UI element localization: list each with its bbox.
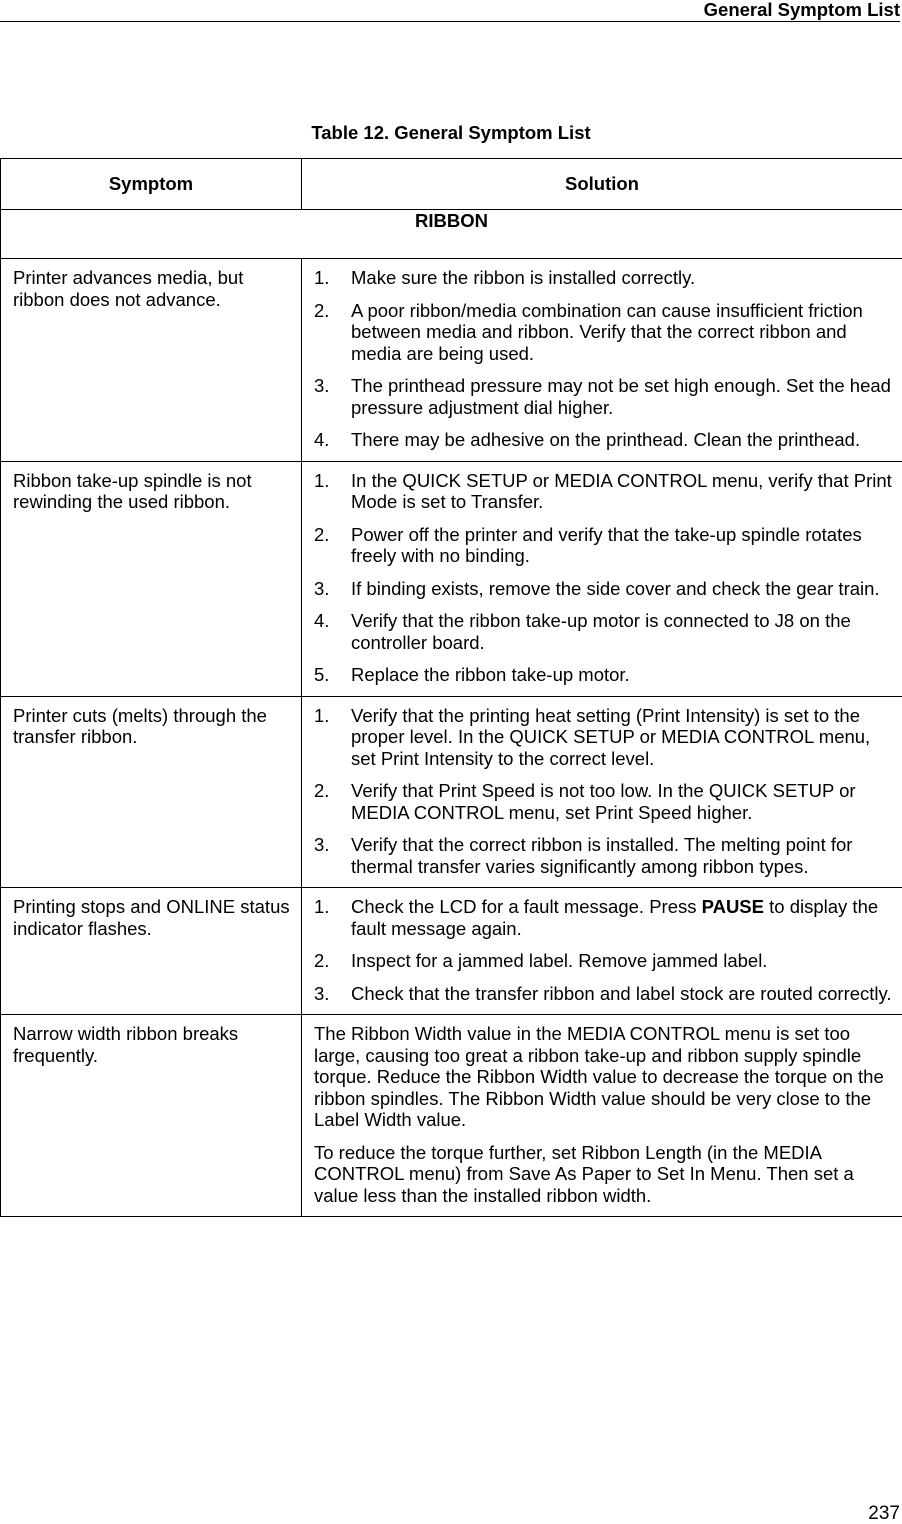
solution-cell: [302, 888, 902, 1015]
page-number: 237: [868, 1503, 900, 1524]
solution-step: 3. Check that the transfer ribbon and label stock are routed correctly.: [314, 982, 892, 1004]
solution-step: 2. Power off the printer and verify that the take-up spindle rotates freely with no binding.: [314, 523, 862, 566]
solution-step: 2. Inspect for a jammed label. Remove jammed label.: [314, 950, 768, 971]
solution-step: 1. Check the LCD for a fault message. Press PAUSE to display the fault message again.: [314, 896, 879, 939]
column-header-solution: Solution: [302, 159, 902, 210]
table-row: [1, 888, 902, 1015]
solution-paragraph: The Ribbon Width value in the MEDIA CONTROL menu is set too large, causing too great a ribbon take-up and ribbon supply spindle torque. Reduce the Ribbon Width value to decrease the torque on the ribbon spindles. The Ribbon Width value should be very close to the Label Width value.: [314, 1023, 884, 1130]
symptom-cell: Printer advances media, but ribbon does not advance.: [1, 259, 302, 462]
table-caption: Table 12. General Symptom List: [311, 122, 591, 143]
solution-step: 2. Verify that Print Speed is not too low. In the QUICK SETUP or MEDIA CONTROL menu, set Print Speed higher.: [314, 780, 856, 823]
solution-paragraph: To reduce the torque further, set Ribbon Length (in the MEDIA CONTROL menu) from Save As Paper to Set In Menu. Then set a value less than the installed ribbon width.: [314, 1141, 854, 1206]
symptom-cell: Narrow width ribbon breaks frequently.: [1, 1015, 302, 1217]
solution-step: 4. Verify that the ribbon take-up motor is connected to J8 on the controller board.: [314, 610, 851, 653]
running-header-title: General Symptom List: [703, 0, 900, 20]
solution-steps: [314, 705, 894, 878]
table-row: [1, 461, 902, 696]
solution-step: 3. The printhead pressure may not be set high enough. Set the head pressure adjustment dial higher.: [314, 375, 891, 418]
solution-step: 3. Verify that the correct ribbon is installed. The melting point for thermal transfer varies significantly among ribbon types.: [314, 834, 853, 877]
pause-key-label: PAUSE: [701, 896, 764, 917]
table-row: [1, 696, 902, 888]
solution-steps: [314, 470, 894, 686]
solution-cell: [302, 696, 902, 888]
solution-step: 3. If binding exists, remove the side cover and check the gear train.: [314, 577, 880, 599]
solution-step: 1. Make sure the ribbon is installed correctly.: [314, 267, 696, 288]
symptom-cell: Printer cuts (melts) through the transfer ribbon.: [1, 696, 302, 888]
table-row: [1, 259, 902, 462]
symptom-cell: Ribbon take-up spindle is not rewinding the used ribbon.: [1, 461, 302, 696]
solution-cell: [302, 461, 902, 696]
solution-step: 1. In the QUICK SETUP or MEDIA CONTROL menu, verify that Print Mode is set to Transfer.: [314, 469, 892, 512]
solution-steps: [314, 896, 894, 1004]
section-row: [1, 210, 902, 259]
solution-cell: [302, 1015, 902, 1217]
solution-step: 5. Replace the ribbon take-up motor.: [314, 664, 630, 685]
solution-step: 1. Verify that the printing heat setting (Print Intensity) is set to the proper level. In the QUICK SETUP or MEDIA CONTROL menu, set Print Intensity to the correct level.: [314, 704, 871, 769]
running-header: [0, 0, 900, 22]
column-header-symptom: Symptom: [1, 159, 302, 210]
solution-cell: [302, 259, 902, 462]
symptom-cell: Printing stops and ONLINE status indicator flashes.: [1, 888, 302, 1015]
section-heading-ribbon: RIBBON: [1, 210, 902, 259]
solution-step: 4. There may be adhesive on the printhead. Clean the printhead.: [314, 429, 861, 450]
table-header-row: [1, 159, 902, 210]
solution-step: 2. A poor ribbon/media combination can cause insufficient friction between media and ribbon. Verify that the correct ribbon and media are being used.: [314, 299, 863, 364]
table-row: [1, 1015, 902, 1217]
symptom-table: [0, 158, 902, 1217]
solution-steps: [314, 267, 894, 451]
